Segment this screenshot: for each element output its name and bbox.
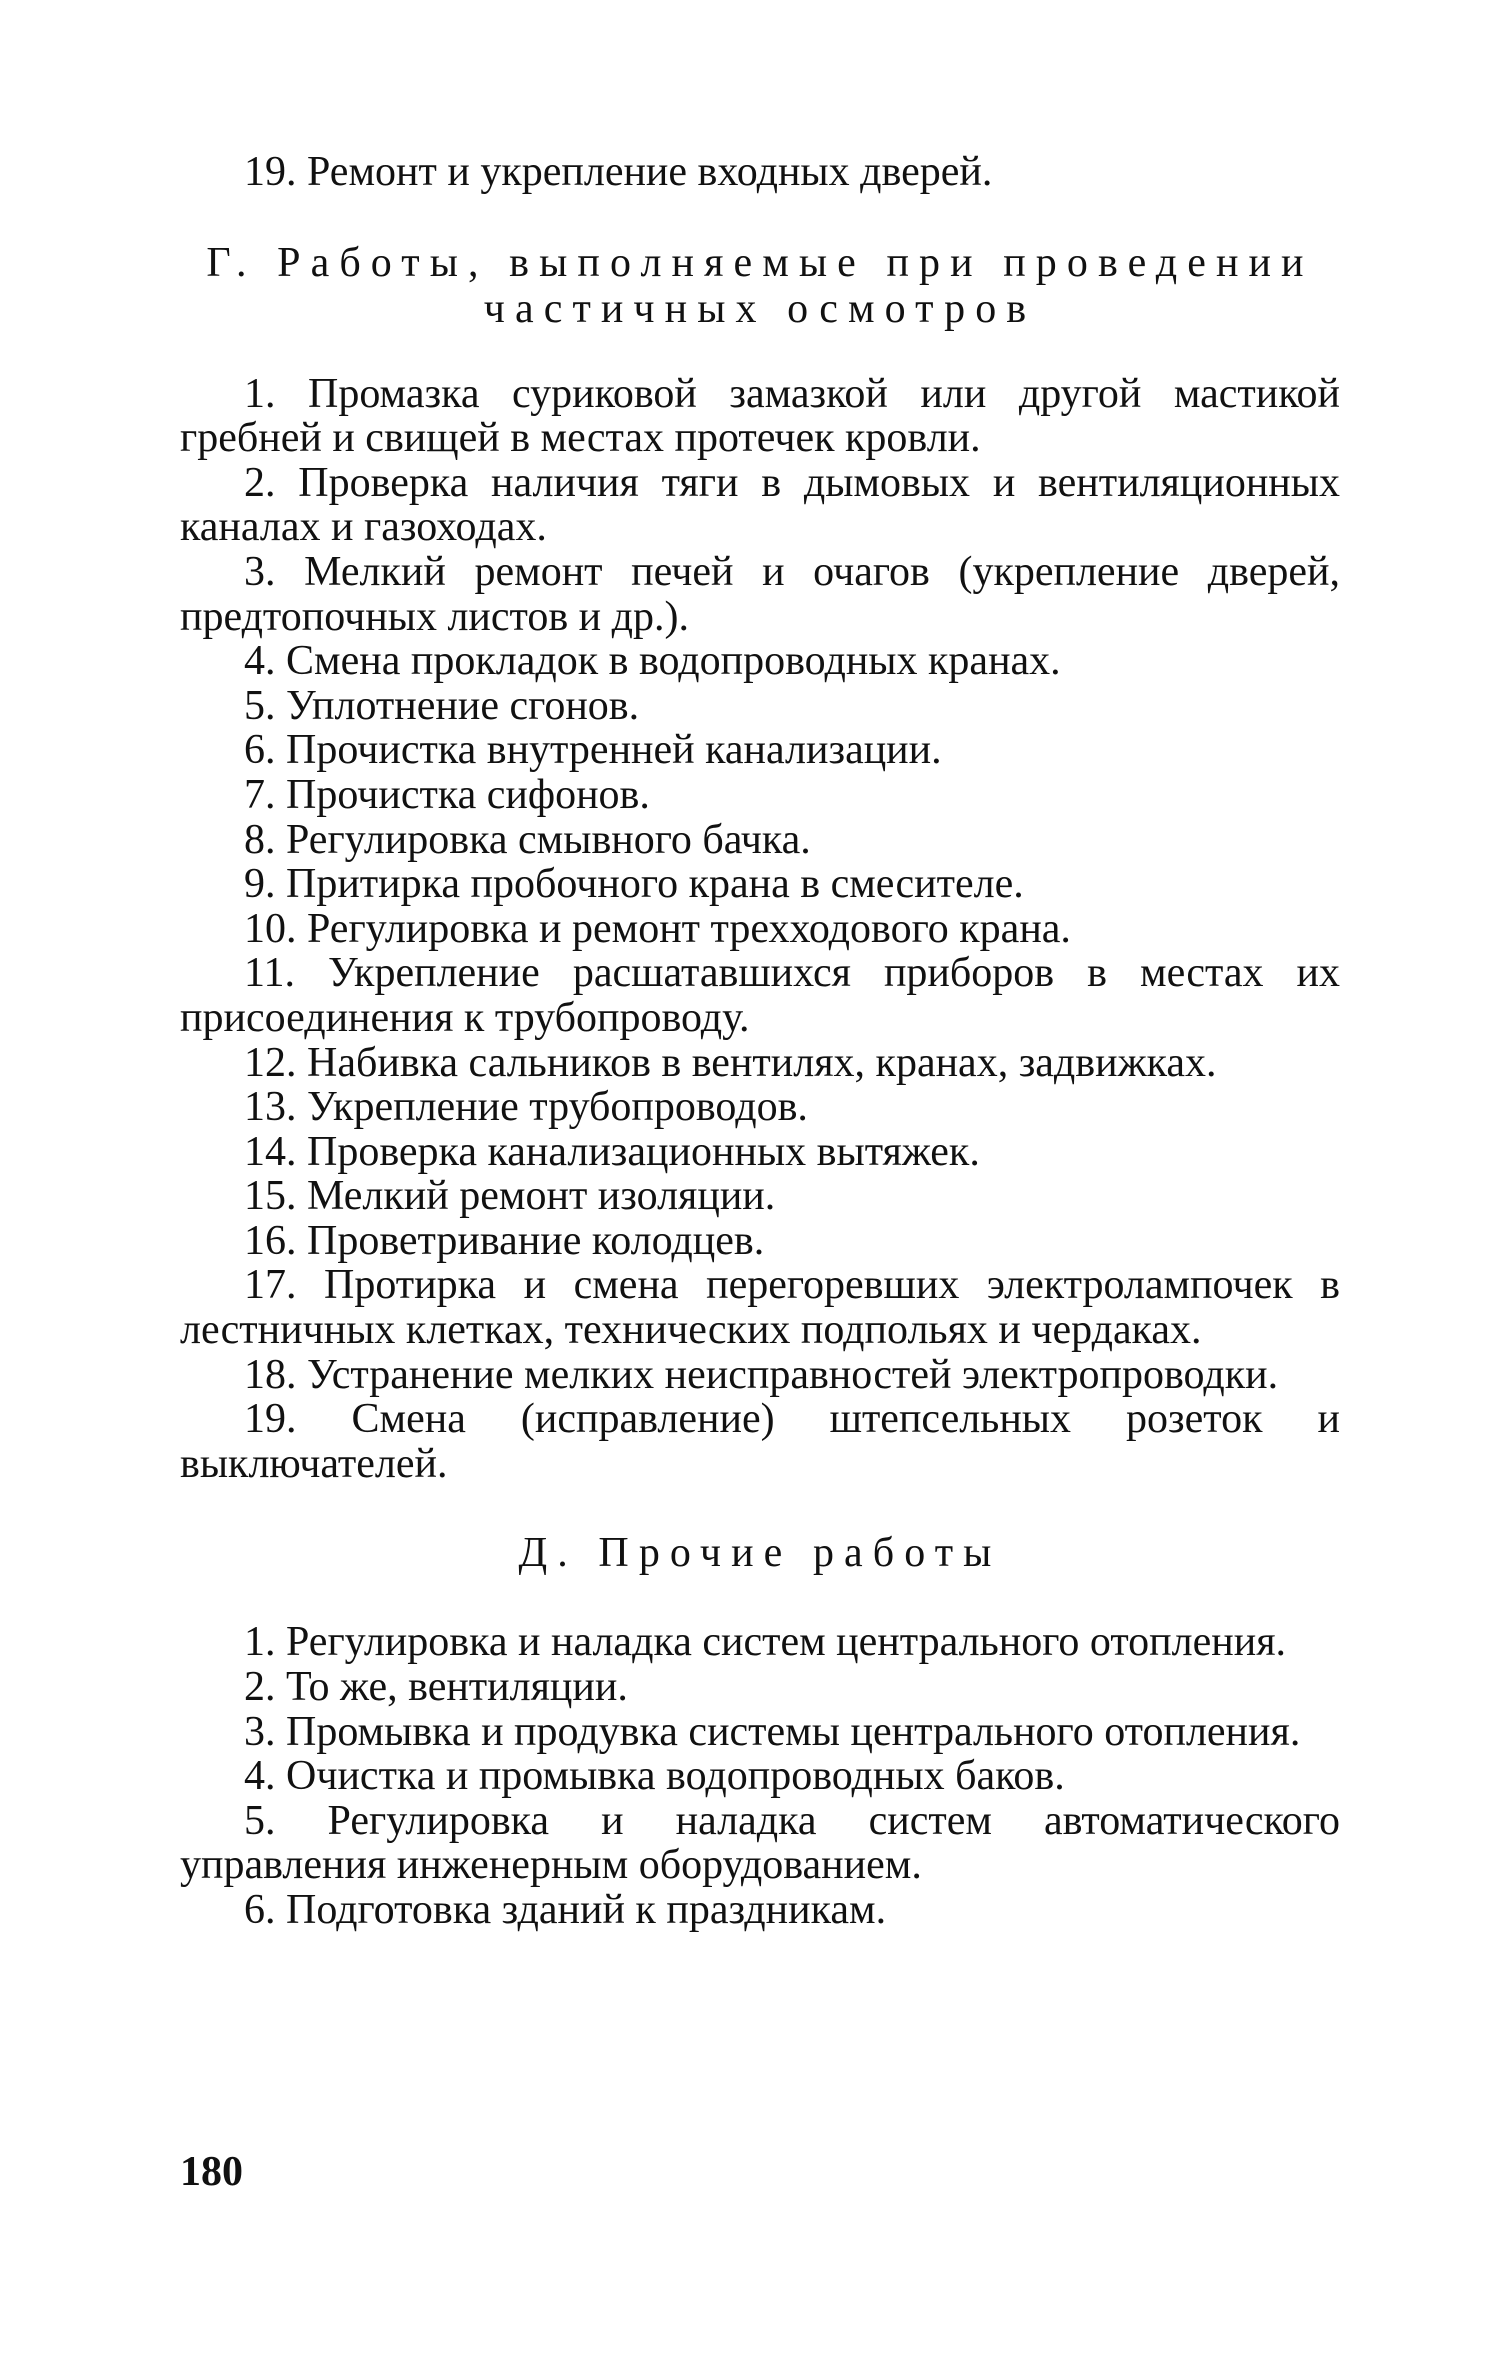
list-item: 10. Регулировка и ремонт трехходового крана. (244, 905, 1071, 952)
list-item: 6. Прочистка внутренней канализации. (244, 727, 942, 774)
list-item: 3. Промывка и продувка системы центрального отопления. (244, 1708, 1301, 1755)
list-item: 14. Проверка канализационных вытяжек. (244, 1128, 980, 1175)
section-g-heading-line2: частичных осмотров (483, 285, 1037, 332)
section-g-heading (180, 240, 1340, 332)
list-item: 19. Смена (исправление) штепсельных розеток и выключателей. (180, 1396, 1340, 1487)
list-item: 11. Укрепление расшатавшихся приборов в местах их присоединения к трубопроводу. (180, 950, 1340, 1041)
list-item: 1. Промазка суриковой замазкой или другой мастикой гребней и свищей в местах протечек кровли. (180, 370, 1340, 462)
list-item: 15. Мелкий ремонт изоляции. (244, 1173, 776, 1220)
section-g-list (180, 372, 1340, 1487)
section-d-heading: Д. Прочие работы (518, 1530, 1002, 1577)
page-content (180, 150, 1340, 1933)
list-item: 5. Уплотнение сгонов. (244, 682, 640, 729)
list-item: 8. Регулировка смывного бачка. (244, 816, 811, 863)
list-item: 4. Очистка и промывка водопроводных баков. (244, 1753, 1065, 1800)
list-item: 3. Мелкий ремонт печей и очагов (укрепление дверей, предтопочных листов и др.). (180, 548, 1340, 640)
list-item: 13. Укрепление трубопроводов. (244, 1084, 808, 1131)
list-item: 1. Регулировка и наладка систем центрального отопления. (244, 1619, 1287, 1666)
list-item: 18. Устранение мелких неисправностей электропроводки. (244, 1351, 1279, 1398)
list-item: 17. Протирка и смена перегоревших электролампочек в лестничных клетках, технических подпольях и чердаках. (180, 1262, 1340, 1354)
list-item: 7. Прочистка сифонов. (244, 771, 650, 818)
list-item: 12. Набивка сальников в вентилях, кранах, задвижках. (244, 1039, 1217, 1086)
list-item: 16. Проветривание колодцев. (244, 1217, 765, 1264)
section-d-list (180, 1620, 1340, 1932)
list-item: 9. Притирка пробочного крана в смесителе. (244, 861, 1024, 908)
page-number: 180 (180, 2149, 243, 2195)
list-item: 4. Смена прокладок в водопроводных кранах. (244, 638, 1061, 685)
list-item: 6. Подготовка зданий к праздникам. (244, 1887, 887, 1933)
list-item: 2. Проверка наличия тяги в дымовых и вентиляционных каналах и газоходах. (180, 459, 1340, 551)
list-item: 5. Регулировка и наладка систем автоматического управления инженерным оборудованием. (180, 1797, 1340, 1889)
list-item: 2. То же, вентиляции. (244, 1664, 628, 1711)
list-item: 19. Ремонт и укрепление входных дверей. (244, 149, 993, 195)
section-g-heading-line1: Г. Работы, выполняемые при проведении (206, 239, 1314, 286)
